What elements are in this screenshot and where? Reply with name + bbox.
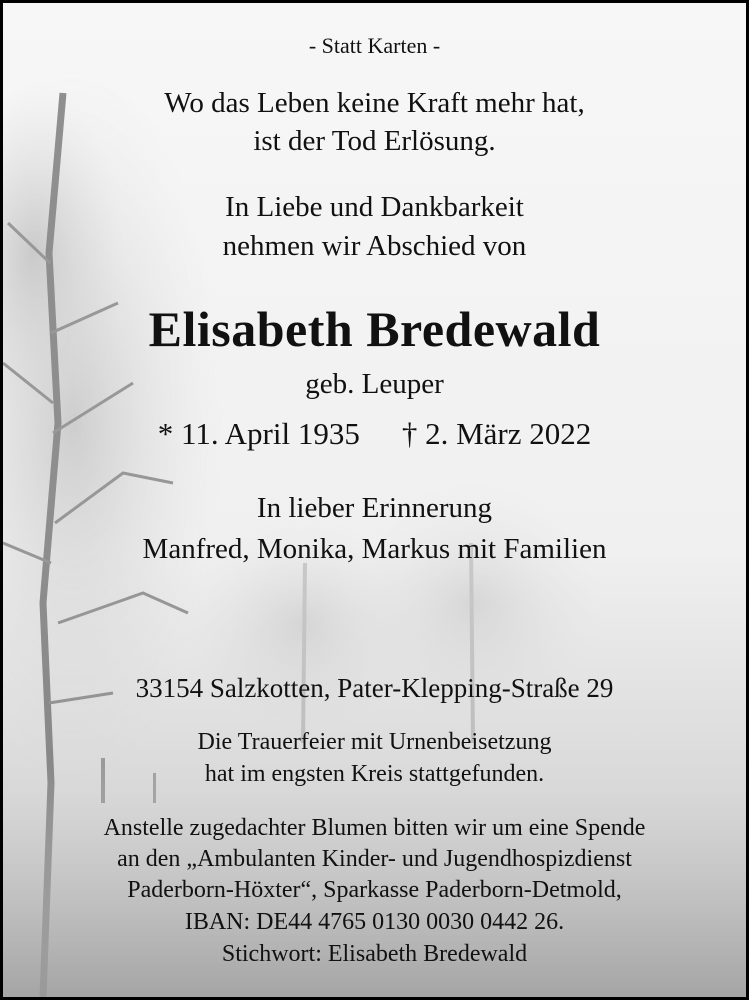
- death-date: † 2. März 2022: [401, 416, 592, 451]
- maiden-name: geb. Leuper: [305, 368, 444, 400]
- statt-karten: - Statt Karten -: [308, 33, 441, 58]
- donation-line-2: an den „Ambulanten Kinder- und Jugendhospizdienst: [117, 846, 632, 872]
- ceremony-line-1: Die Trauerfeier mit Urnenbeisetzung: [197, 729, 552, 755]
- deceased-name: Elisabeth Bredewald: [148, 301, 601, 357]
- quote-line-2: ist der Tod Erlösung.: [253, 125, 496, 157]
- donation-line-3: Paderborn-Höxter“, Sparkasse Paderborn-Detmold,: [127, 877, 622, 903]
- quote-line-1: Wo das Leben keine Kraft mehr hat,: [164, 87, 585, 119]
- mourners-line-2: Manfred, Monika, Markus mit Familien: [142, 533, 607, 565]
- ceremony-line-2: hat im engsten Kreis stattgefunden.: [204, 761, 545, 787]
- intro-line-1: In Liebe und Dankbarkeit: [225, 191, 524, 223]
- address: 33154 Salzkotten, Pater-Klepping-Straße 29: [135, 673, 614, 703]
- donation-keyword: Stichwort: Elisabeth Bredewald: [221, 941, 528, 967]
- donation-iban: IBAN: DE44 4765 0130 0030 0442 26.: [184, 909, 565, 935]
- mourners-line-1: In lieber Erinnerung: [256, 492, 493, 524]
- birth-date: * 11. April 1935: [157, 416, 360, 451]
- donation-line-1: Anstelle zugedachter Blumen bitten wir um eine Spende: [103, 815, 646, 841]
- life-dates: [3, 416, 746, 452]
- intro-line-2: nehmen wir Abschied von: [222, 230, 527, 262]
